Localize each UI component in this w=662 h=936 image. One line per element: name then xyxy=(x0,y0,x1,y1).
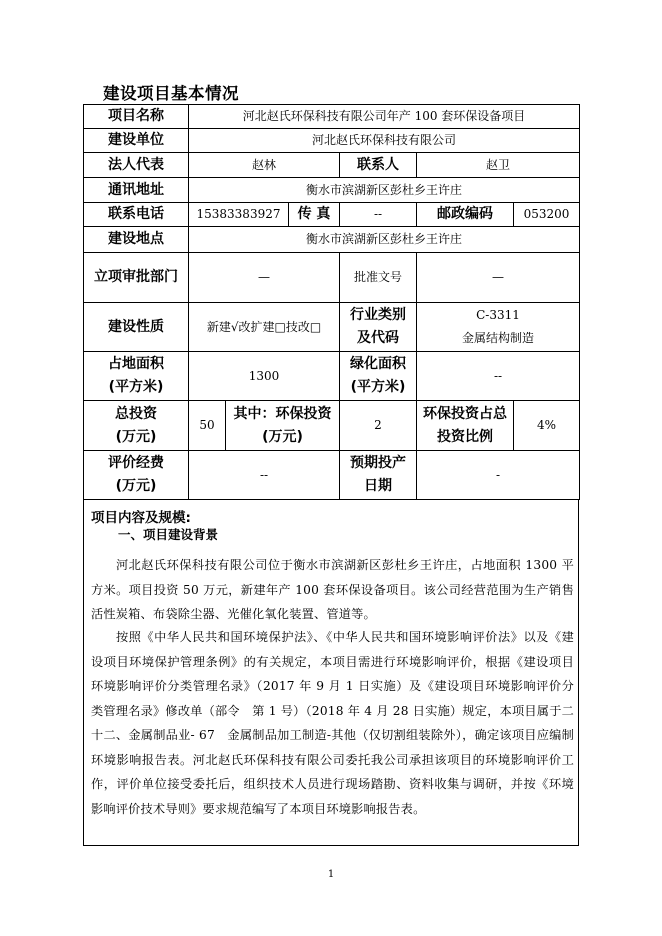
table-row xyxy=(84,451,580,500)
green-label: 绿化面积(平方米) xyxy=(340,352,417,401)
table-row xyxy=(84,303,580,352)
contact-label: 联系人 xyxy=(340,153,417,178)
nature-value: 新建√改扩建□技改□ xyxy=(189,303,340,352)
investment-value: 50 xyxy=(189,401,226,451)
background-paragraph-1: 河北赵氏环保科技有限公司位于衡水市滨湖新区彭杜乡王许庄，占地面积 1300 平方米。项目投资 50 万元，新建年产 100 套环保设备项目。该公司经营范围为生产销售活性炭箱、布袋除尘器、光催化氧化装置、管道等。 xyxy=(91,558,574,621)
content-heading: 项目内容及规模: xyxy=(91,510,191,526)
area-value: 1300 xyxy=(189,352,340,401)
legal-rep-value: 赵林 xyxy=(189,153,340,178)
approval-dept-value: — xyxy=(189,253,340,303)
approval-no-label: 批准文号 xyxy=(340,253,417,303)
builder-label: 建设单位 xyxy=(84,129,189,153)
document-title: 建设项目基本情况 xyxy=(103,84,239,103)
env-invest-value: 2 xyxy=(340,401,417,451)
project-name-value: 河北赵氏环保科技有限公司年产 100 套环保设备项目 xyxy=(189,105,580,129)
eval-fee-value: -- xyxy=(189,451,340,500)
prod-date-label: 预期投产日期 xyxy=(340,451,417,500)
nature-label: 建设性质 xyxy=(84,303,189,352)
address-label: 通讯地址 xyxy=(84,178,189,203)
industry-value xyxy=(417,303,580,352)
page-number: 1 xyxy=(327,869,335,880)
industry-label: 行业类别及代码 xyxy=(340,303,417,352)
industry-name: 金属结构制造 xyxy=(462,331,535,345)
table-row xyxy=(84,153,580,178)
table-row xyxy=(84,105,580,129)
fax-label: 传 真 xyxy=(289,203,340,227)
green-value: -- xyxy=(417,352,580,401)
location-value: 衡水市滨湖新区彭杜乡王许庄 xyxy=(189,227,580,253)
table-row xyxy=(84,253,580,303)
area-label: 占地面积(平方米) xyxy=(84,352,189,401)
fax-value: -- xyxy=(340,203,417,227)
postcode-value: 053200 xyxy=(514,203,580,227)
legal-rep-label: 法人代表 xyxy=(84,153,189,178)
location-label: 建设地点 xyxy=(84,227,189,253)
background-paragraph-2: 按照《中华人民共和国环境保护法》、《中华人民共和国环境影响评价法》以及《建设项目环境保护管理条例》的有关规定，本项目需进行环境影响评价，根据《建设项目环境影响评价分类管理名录》（2017 年 9 月 1 日实施）及《建设项目环境影响评价分类管理名录》修改单（部令 第 1 号）（2018 年 4 月 28 日实施）规定，本项目属于二十二、金属制品业- 67 金属制品加工制造-其他（仅切割组装除外），确定该项目应编制环境影响报告表。河北赵氏环保科技有限公司委托我公司承担该项目的环境影响评价工作，评价单位接受委托后，组织技术人员进行现场踏勘、资料收集与调研，并按《环境影响评价技术导则》要求规范编写了本项目环境影响报告表。 xyxy=(91,630,574,816)
env-ratio-value: 4% xyxy=(514,401,580,451)
project-content-box xyxy=(83,500,579,846)
env-invest-label: 其中：环保投资(万元) xyxy=(226,401,340,451)
industry-code: C-3311 xyxy=(476,308,520,322)
table-row xyxy=(84,227,580,253)
eval-fee-label: 评价经费(万元) xyxy=(84,451,189,500)
investment-label: 总投资(万元) xyxy=(84,401,189,451)
address-value: 衡水市滨湖新区彭杜乡王许庄 xyxy=(189,178,580,203)
project-name-label: 项目名称 xyxy=(84,105,189,129)
section-heading: 一、项目建设背景 xyxy=(118,527,219,542)
env-ratio-label: 环保投资占总投资比例 xyxy=(417,401,514,451)
phone-label: 联系电话 xyxy=(84,203,189,227)
builder-value: 河北赵氏环保科技有限公司 xyxy=(189,129,580,153)
table-row xyxy=(84,352,580,401)
table-row xyxy=(84,129,580,153)
table-row xyxy=(84,203,580,227)
phone-value: 15383383927 xyxy=(189,203,289,227)
approval-dept-label: 立项审批部门 xyxy=(84,253,189,303)
prod-date-value: - xyxy=(417,451,580,500)
table-row xyxy=(84,401,580,451)
table-row xyxy=(84,178,580,203)
postcode-label: 邮政编码 xyxy=(417,203,514,227)
project-info-table xyxy=(83,104,580,500)
contact-value: 赵卫 xyxy=(417,153,580,178)
approval-no-value: — xyxy=(417,253,580,303)
